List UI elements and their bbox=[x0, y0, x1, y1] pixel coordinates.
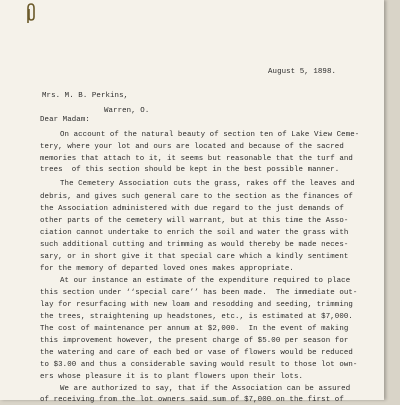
letter-date: August 5, 1898. bbox=[268, 68, 337, 76]
body-line: other parts of the cemetery will warrant, but at this time the Asso- bbox=[40, 217, 349, 225]
body-line: debris, and gives such general care to the section as the finances of bbox=[40, 193, 353, 201]
body-line: On account of the natural beauty of section ten of Lake View Ceme- bbox=[60, 131, 360, 139]
body-line: the trees, straightening up headstones, etc., is estimated at $7,000. bbox=[40, 313, 353, 321]
body-line: this section under ‘‘special care’’ has been made. The immediate out- bbox=[40, 289, 358, 297]
body-line: tery, where your lot and ours are located and because of the sacred bbox=[40, 143, 344, 151]
body-line: for the memory of departed loved ones makes appropriate. bbox=[40, 265, 294, 273]
body-line: The cost of maintenance per annum at $2,000. In the event of making bbox=[40, 325, 349, 333]
body-line: sary, or in short give it that special care which a kindly sentiment bbox=[40, 253, 349, 261]
body-line: ers whose pleasure it is to plant flowers upon their lots. bbox=[40, 373, 304, 381]
body-line: to $3.00 and thus a considerable saving would result to those lot own- bbox=[40, 361, 358, 369]
body-line: such additional cutting and trimming as would thereby be made neces- bbox=[40, 241, 349, 249]
body-line: We are authorized to say, that if the Association can be assured bbox=[60, 385, 351, 393]
body-line: lay for resurfacing with new loam and resodding and seeding, trimming bbox=[40, 301, 353, 309]
body-line: At our instance an estimate of the expenditure required to place bbox=[60, 277, 351, 285]
body-line: of receiving from the lot owners said sum of $7,000 on the first of bbox=[40, 396, 344, 404]
body-line: trees of this section should be kept in the best possible manner. bbox=[40, 166, 340, 174]
body-line: The Cemetery Association cuts the grass, rakes off the leaves and bbox=[60, 180, 355, 188]
body-line: the watering and care of each bed or vase of flowers would be reduced bbox=[40, 349, 353, 357]
body-line: this improvement however, the present charge of $5.00 per season for bbox=[40, 337, 349, 345]
addressee-city: Warren, O. bbox=[104, 107, 150, 115]
salutation: Dear Madam: bbox=[40, 116, 90, 124]
body-line: the Association administered with due regard to the just demands of bbox=[40, 205, 344, 213]
body-line: memories that attach to it, it seems but reasonable that the turf and bbox=[40, 155, 353, 163]
body-line: ciation cannot undertake to enrich the soil and water the grass with bbox=[40, 229, 349, 237]
addressee-name: Mrs. M. B. Perkins, bbox=[42, 92, 129, 100]
